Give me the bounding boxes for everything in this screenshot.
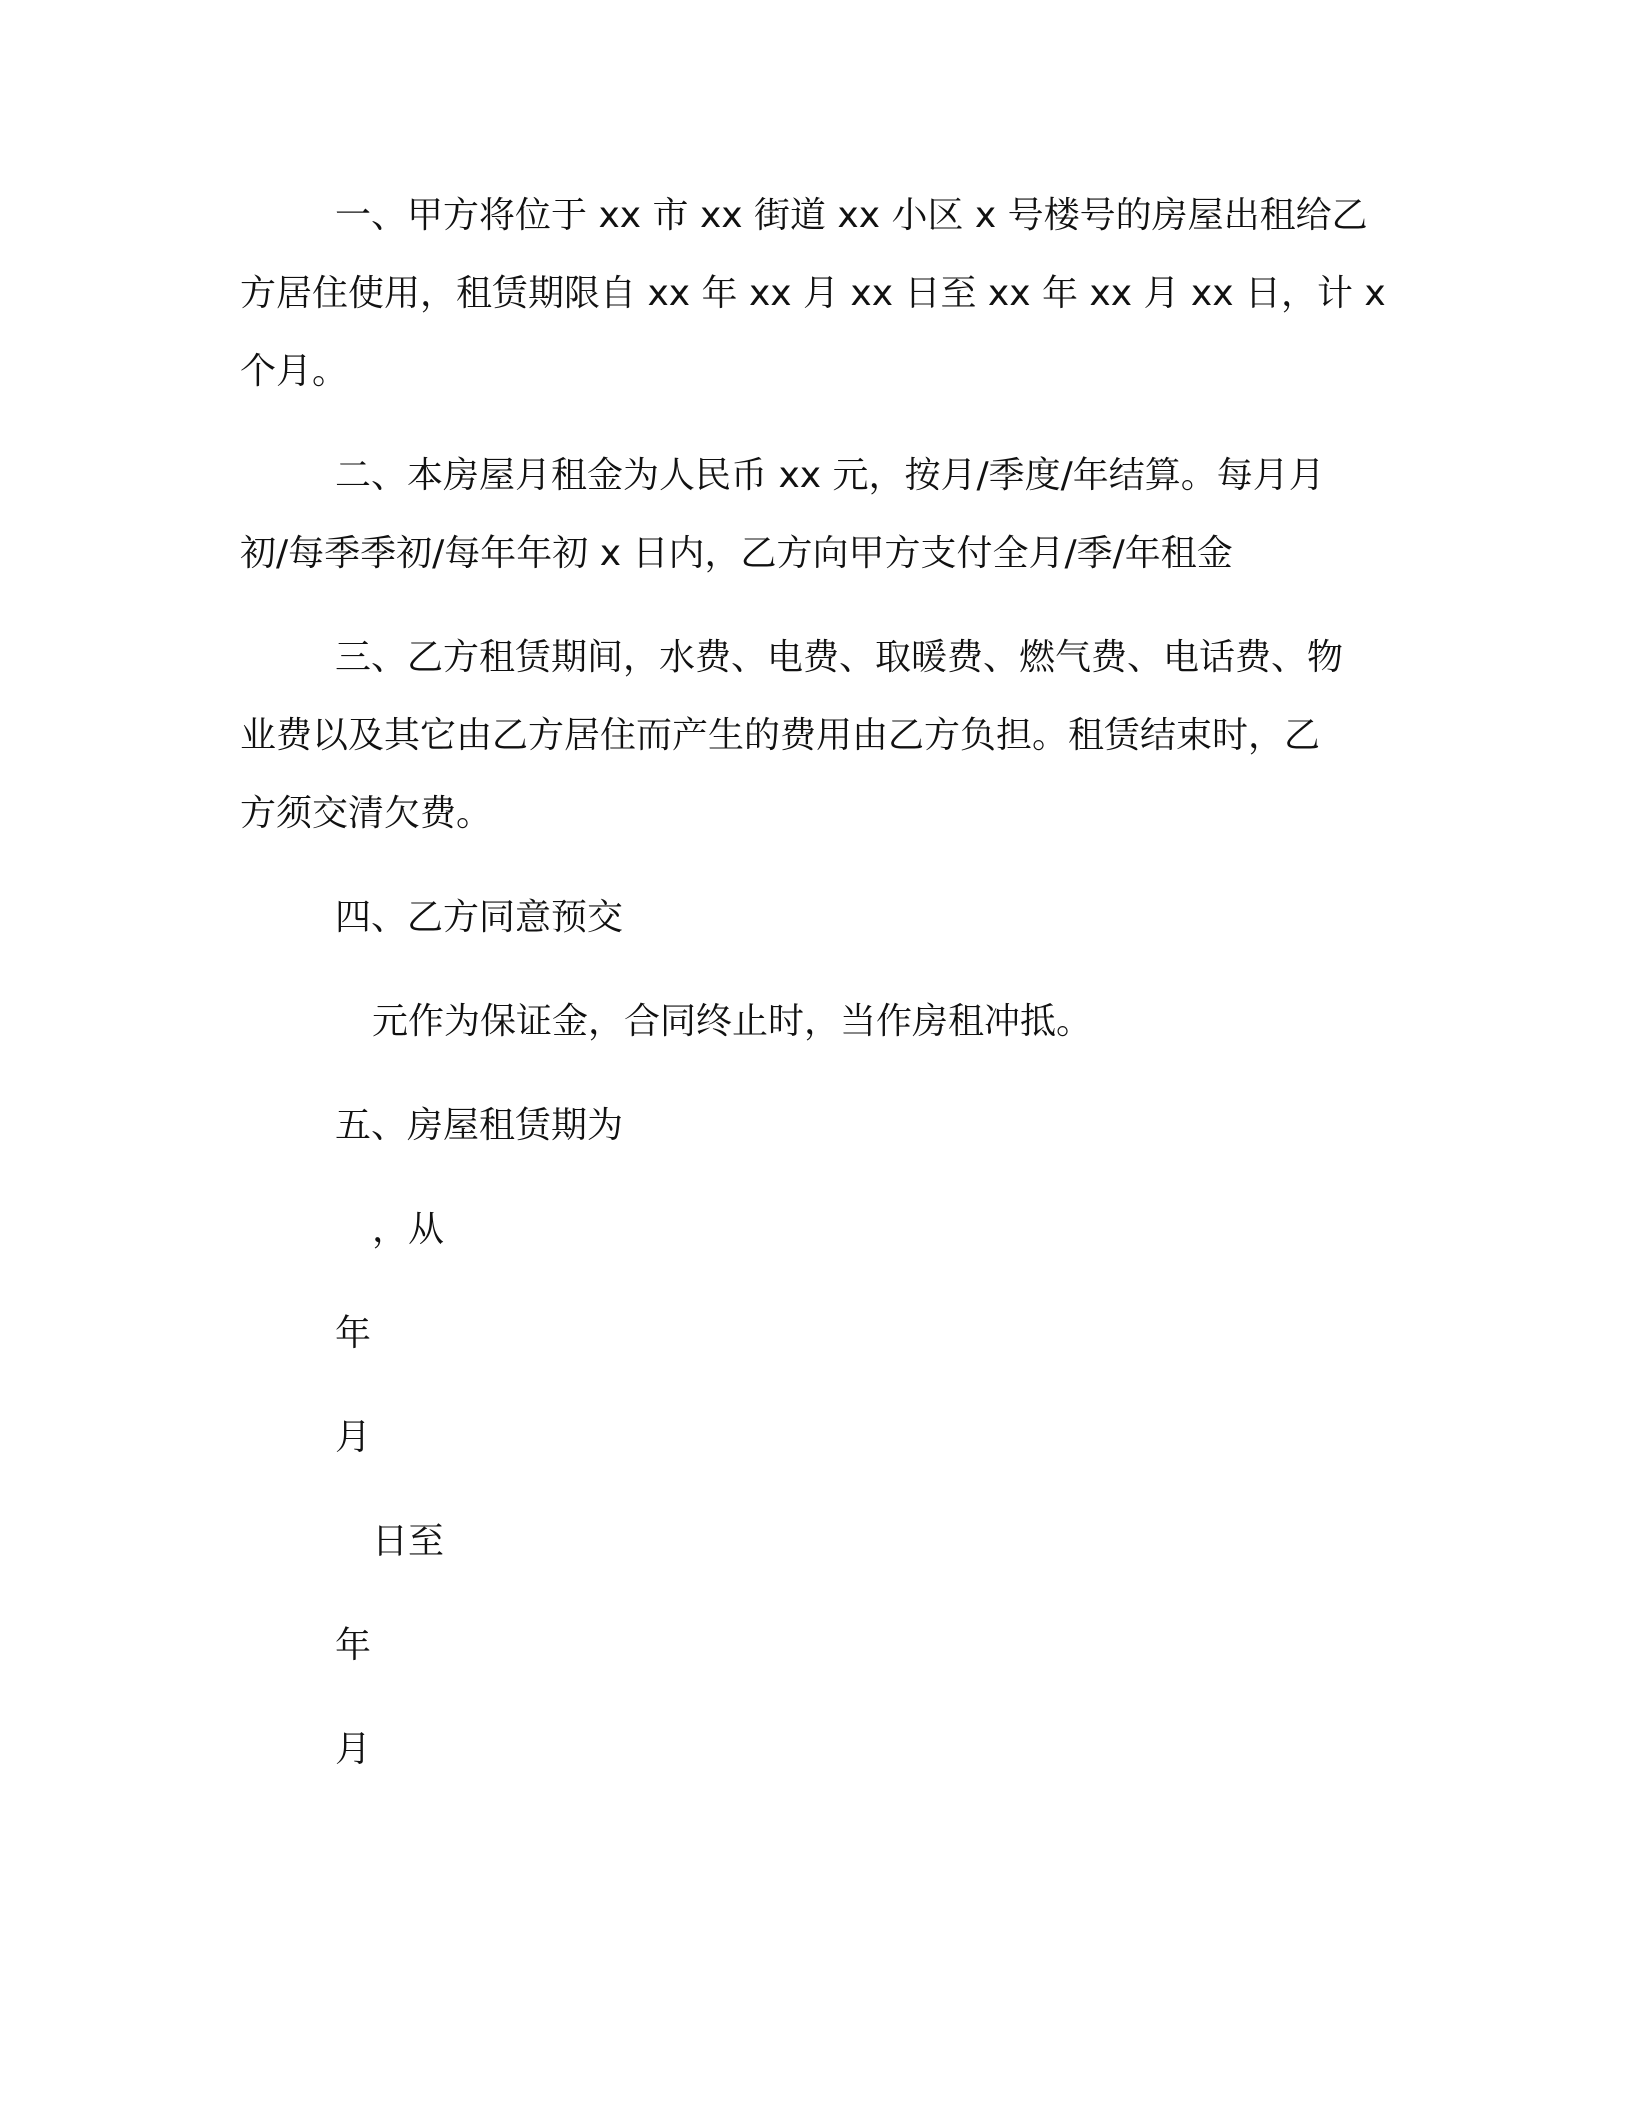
clause-1-line-3: 个月。	[240, 351, 349, 392]
clause-3-line-1: 三、乙方租赁期间，水费、电费、取暖费、燃气费、电话费、物	[335, 637, 1344, 678]
clause-5-line-6: 年	[335, 1625, 372, 1666]
clause-5-line-1: 五、房屋租赁期为	[335, 1105, 624, 1146]
clause-5-line-7: 月	[335, 1729, 372, 1770]
clause-2-line-1: 二、本房屋月租金为人民币 xx 元，按月/季度/年结算。每月月	[335, 455, 1325, 496]
clause-5-line-5: 日至	[372, 1521, 445, 1562]
clause-3-line-2: 业费以及其它由乙方居住而产生的费用由乙方负担。租赁结束时，乙	[240, 715, 1321, 756]
clause-3-line-3: 方须交清欠费。	[240, 793, 493, 834]
clause-5-line-3: 年	[335, 1313, 372, 1354]
clause-1-line-1: 一、甲方将位于 xx 市 xx 街道 xx 小区 x 号楼号的房屋出租给乙	[335, 195, 1368, 236]
clause-1-line-2: 方居住使用，租赁期限自 xx 年 xx 月 xx 日至 xx 年 xx 月 xx 日，计 x	[240, 273, 1386, 314]
clause-5-line-4: 月	[335, 1417, 372, 1458]
clause-4-line-2: 元作为保证金，合同终止时，当作房租冲抵。	[372, 1001, 1093, 1042]
clause-4-line-1: 四、乙方同意预交	[335, 897, 624, 938]
clause-5-line-2: ，从	[372, 1209, 445, 1250]
clause-2-line-2: 初/每季季初/每年年初 x 日内，乙方向甲方支付全月/季/年租金	[240, 533, 1233, 574]
